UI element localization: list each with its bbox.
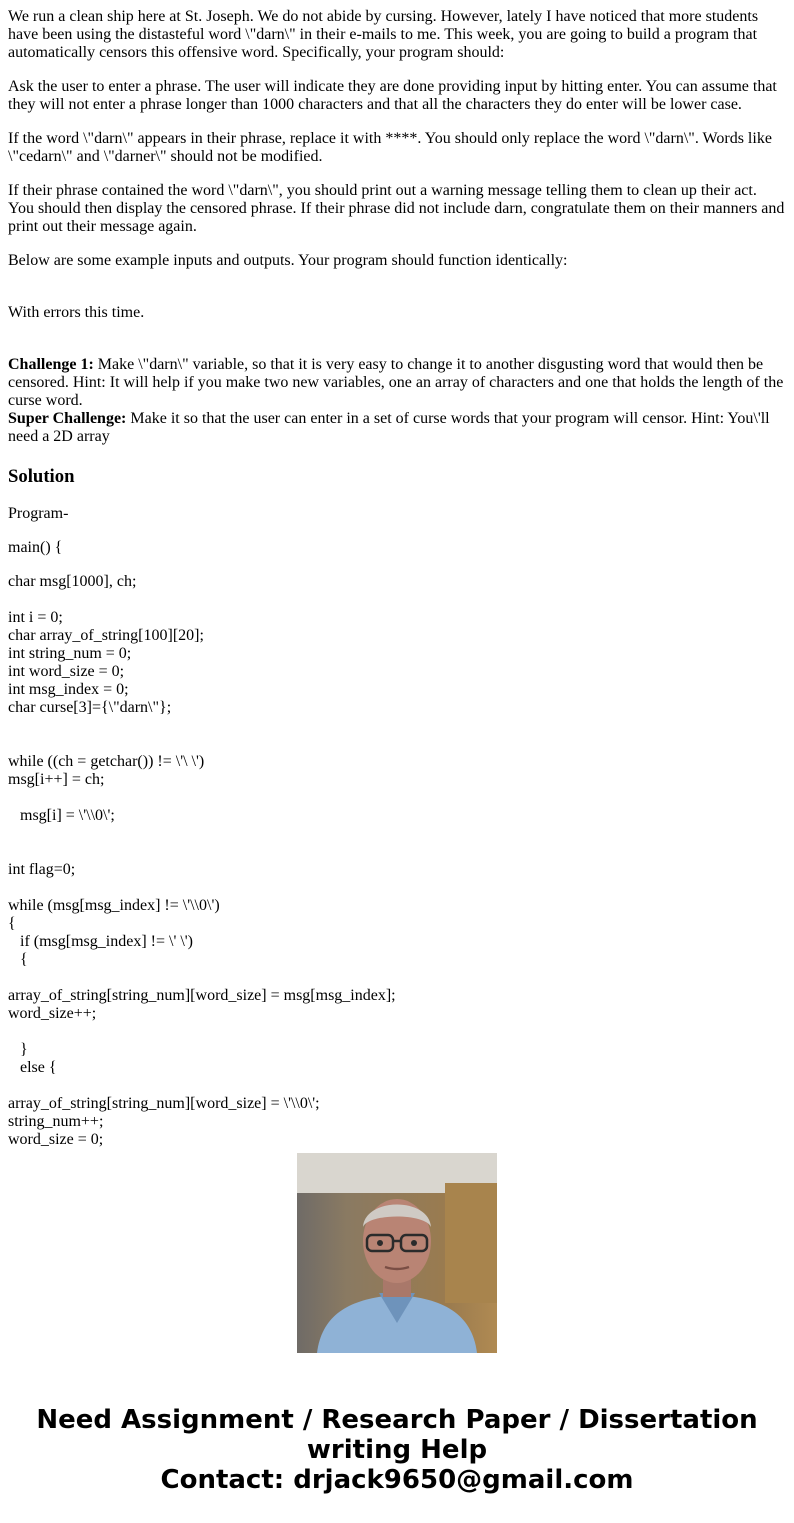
problem-paragraph-4: If their phrase contained the word \"darn\", you should print out a warning message telling them to clean up their act. You should then display the censored phrase. If their phrase did not include darn, congratulate them on their manners and print out their message again. — [8, 182, 785, 235]
code-line: word_size++; — [8, 1005, 97, 1022]
code-line — [8, 789, 786, 807]
code-line — [8, 591, 786, 609]
code-line: int flag=0; — [8, 861, 76, 878]
program-label: Program- — [8, 505, 69, 522]
document-content — [8, 8, 786, 1148]
promo-line-2: writing Help — [306, 1435, 488, 1465]
problem-paragraph-5: Below are some example inputs and outputs. Your program should function identically: — [8, 252, 568, 269]
code-listing — [8, 573, 786, 1148]
code-line: msg[i++] = ch; — [8, 771, 105, 788]
code-line — [8, 1023, 786, 1041]
problem-paragraph-2: Ask the user to enter a phrase. The user will indicate they are done providing input by hitting enter. You can assume that they will not enter a phrase longer than 1000 characters and that all the characters they do enter will be lower case. — [8, 78, 777, 113]
code-line: int msg_index = 0; — [8, 681, 129, 698]
code-line: int i = 0; — [8, 609, 63, 626]
code-line — [8, 1077, 786, 1095]
super-challenge-text: Make it so that the user can enter in a set of curse words that your program will censor. Hint: You\'ll need a 2D array — [8, 410, 770, 445]
blank-example-area — [8, 286, 786, 304]
code-line — [8, 879, 786, 897]
promo-line-3: Contact: drjack9650@gmail.com — [160, 1465, 634, 1495]
code-line — [8, 717, 786, 735]
code-line: char msg[1000], ch; — [8, 573, 137, 590]
code-line: else { — [8, 1059, 57, 1076]
code-line: array_of_string[string_num][word_size] = \'\\0\'; — [8, 1095, 320, 1112]
challenge-1-text: Make \"darn\" variable, so that it is very easy to change it to another disgusting word that would then be censored. Hint: It will help if you make two new variables, one an array of characters and one that holds the length of the curse word. — [8, 356, 784, 409]
code-line: { — [8, 915, 16, 932]
promo-banner — [0, 1405, 794, 1495]
code-line: string_num++; — [8, 1113, 104, 1130]
errors-note: With errors this time. — [8, 304, 145, 321]
promo-line-1: Need Assignment / Research Paper / Dissertation — [36, 1405, 758, 1435]
problem-paragraph-1: We run a clean ship here at St. Joseph. We do not abide by cursing. However, lately I have noticed that more students have been using the distasteful word \"darn\" in their e-mails to me. This week, you are going to build a program that automatically censors this offensive word. Specifically, your program should: — [8, 8, 759, 61]
code-line — [8, 735, 786, 753]
code-line: { — [8, 951, 28, 968]
code-line: array_of_string[string_num][word_size] = msg[msg_index]; — [8, 987, 396, 1004]
code-line: while (msg[msg_index] != \'\\0\') — [8, 897, 220, 914]
code-line — [8, 843, 786, 861]
author-avatar — [297, 1153, 497, 1353]
code-line: int string_num = 0; — [8, 645, 132, 662]
code-line — [8, 969, 786, 987]
solution-heading: Solution — [8, 466, 75, 487]
code-line: if (msg[msg_index] != \' \') — [8, 933, 193, 950]
code-line: int word_size = 0; — [8, 663, 125, 680]
code-line: char array_of_string[100][20]; — [8, 627, 204, 644]
code-line: char curse[3]={\"darn\"}; — [8, 699, 172, 716]
code-line: msg[i] = \'\\0\'; — [8, 807, 115, 824]
main-line: main() { — [8, 539, 63, 556]
code-line: word_size = 0; — [8, 1131, 104, 1148]
challenge-block — [8, 356, 786, 446]
code-line: while ((ch = getchar()) != \'\ \') — [8, 753, 205, 770]
problem-paragraph-3: If the word \"darn\" appears in their phrase, replace it with ****. You should only replace the word \"darn\". Words like \"cedarn\" and \"darner\" should not be modified. — [8, 130, 772, 165]
code-line — [8, 825, 786, 843]
person-photo-icon — [297, 1153, 497, 1353]
challenge-1-label: Challenge 1: — [8, 356, 94, 373]
blank-example-area-2 — [8, 338, 786, 356]
super-challenge — [8, 410, 786, 446]
super-challenge-label: Super Challenge: — [8, 410, 127, 427]
code-line: } — [8, 1041, 28, 1058]
challenge-1 — [8, 356, 786, 410]
